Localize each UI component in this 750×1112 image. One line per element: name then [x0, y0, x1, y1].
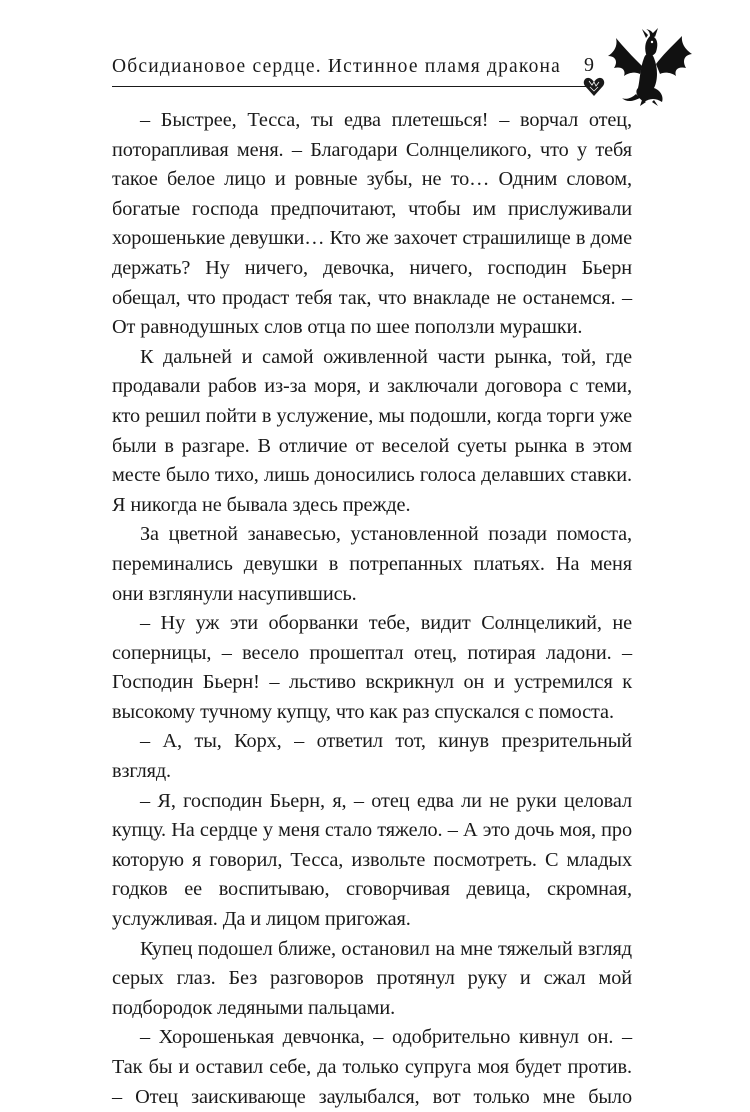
paragraph: – Я, господин Бьерн, я, – отец едва ли не руки целовал купцу. На сердце у меня стало тяжело. – А это дочь моя, про которую я говорил, Тесса, извольте посмотреть. С младых годков ее воспитываю, сговорчивая девица, скромная, услужливая. Да и лицом пригожая. [112, 789, 632, 931]
running-header [112, 54, 612, 90]
paragraph: К дальней и самой оживленной части рынка, той, где продавали рабов из-за моря, и заключали договора с теми, кто решил пойти в услужение, мы подошли, когда торги уже были в разгаре. В отличие от веселой суеты рынка в этом месте было тихо, лишь доносились голоса делавших ставки. Я никогда не бывала здесь прежде. [112, 345, 632, 516]
heart-icon [583, 77, 605, 97]
paragraph: – Ну уж эти оборванки тебе, видит Солнцеликий, не соперницы, – весело прошептал отец, потирая ладони. – Господин Бьерн! – льстиво вскрикнул он и устремился к высокому тучному купцу, что как раз спускался с помоста. [112, 612, 632, 723]
paragraph: – Хорошенькая девчонка, – одобрительно кивнул он. – Так бы и оставил себе, да только супруга моя будет против. – Отец заискивающе заулыбался, вот только мне было [112, 1026, 632, 1108]
paragraph: Купец подошел ближе, остановил на мне тяжелый взгляд серых глаз. Без разговоров протянул руку и сжал мой подбородок ледяными пальцами. [112, 937, 632, 1019]
dragon-icon [604, 28, 694, 106]
paragraph: – Быстрее, Тесса, ты едва плетешься! – ворчал отец, поторапливая меня. – Благодари Солнцеликого, что у тебя такое белое лицо и ровные зубы, не то… Одним словом, богатые господа предпочитают, чтобы им прислуживали хорошенькие девушки… Кто же захочет страшилище в доме держать? Ну ничего, девочка, ничего, господин Бьерн обещал, что продаст тебя так, что внакладе не останемся. – От равнодушных слов отца по шее поползли мурашки. [112, 109, 632, 339]
paragraph: – А, ты, Корх, – ответил тот, кинув презрительный взгляд. [112, 730, 632, 783]
header-rule [112, 86, 590, 87]
running-title: Обсидиановое сердце. Истинное пламя дракона [112, 56, 562, 77]
paragraph: За цветной занавесью, установленной позади помоста, переминались девушки в потрепанных платьях. На меня они взглянули насупившись. [112, 523, 632, 605]
body-text [112, 106, 632, 1112]
page-number: 9 [584, 54, 594, 76]
